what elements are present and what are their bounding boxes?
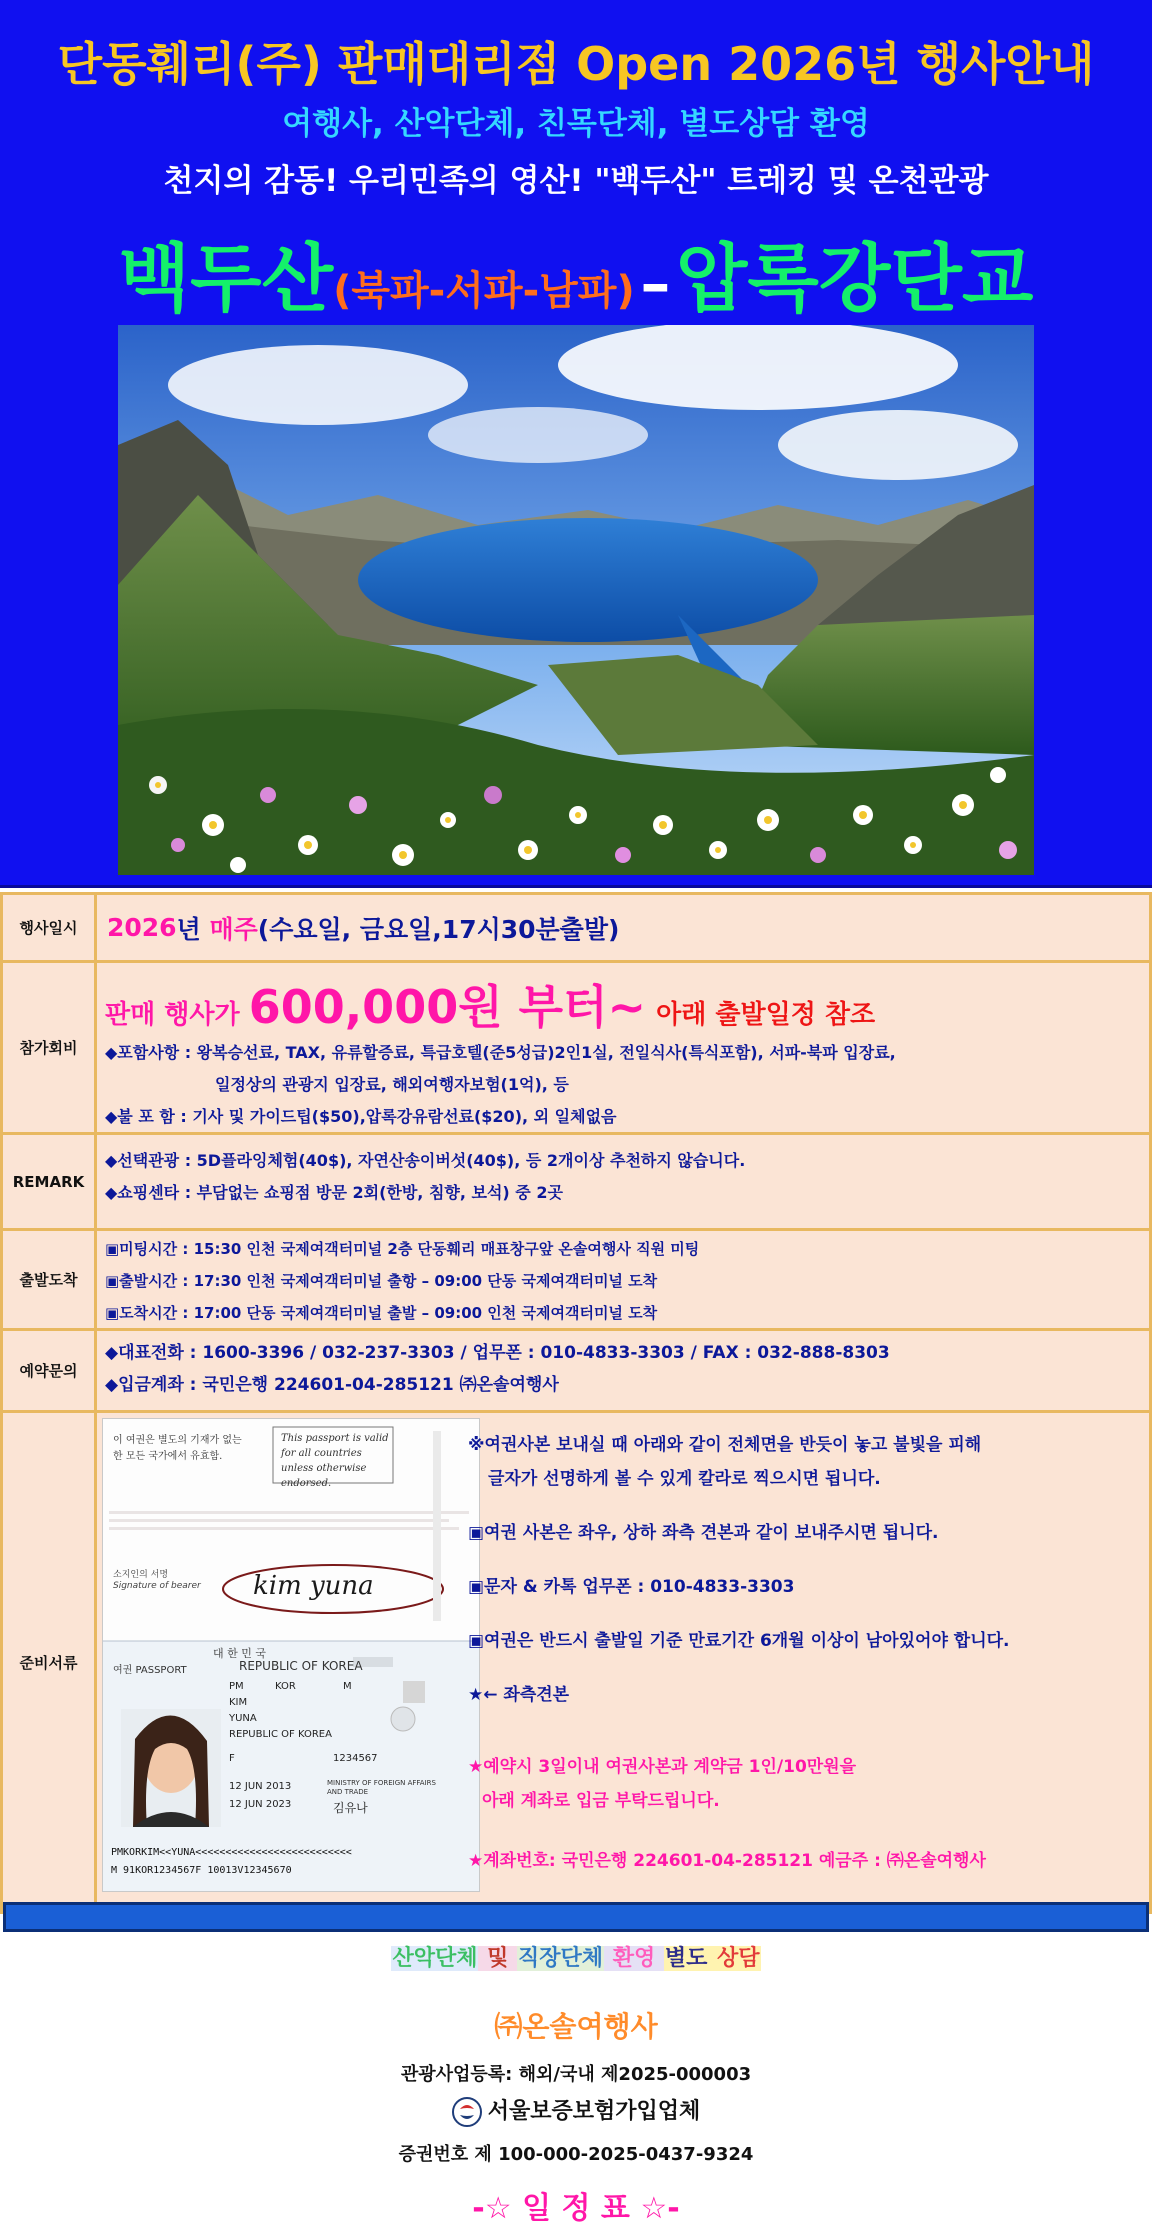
passport-type-code: PM (229, 1681, 244, 1692)
departure-time: ▣출발시간 : 17:30 인천 국제여객터미널 출항 – 09:00 단동 국제여객터미널 도착 (105, 1272, 658, 1290)
price-lead: 판매 행사가 (105, 1000, 249, 1030)
passport-notice-en: This passport is valid for all countries unless otherwise endorsed. (281, 1433, 389, 1489)
certificate-number: 증권번호 제 100-000-2025-0437-9324 (398, 2144, 754, 2165)
passport-issue-date: 12 JUN 2013 (229, 1781, 292, 1792)
passport-number: M (343, 1681, 352, 1692)
passport-country: REPUBLIC OF KOREA (239, 1659, 363, 1673)
doc-note-sample: ★← 좌측견본 (468, 1685, 570, 1705)
passport-sample-image (102, 1418, 480, 1892)
passport-surname: KIM (229, 1697, 248, 1708)
meeting-time: ▣미팅시간 : 15:30 인천 국제여객터미널 2층 단동훼리 매표창구앞 온솔여행사 직원 미팅 (105, 1240, 700, 1258)
shopping-center: ◆쇼핑센타 : 부담없는 쇼핑점 방문 2회(한방, 침향, 보석) 중 2곳 (105, 1183, 563, 1202)
company-name: ㈜온솔여행사 (494, 2010, 658, 2043)
page-title: 단동훼리(주) 판매대리점 Open 2026년 행사안내 (57, 37, 1095, 91)
passport-nationality: REPUBLIC OF KOREA (229, 1729, 332, 1740)
tagline: 천지의 감동! 우리민족의 영산! "백두산" 트레킹 및 온천관광 (163, 163, 989, 199)
tour-date-value (97, 895, 1149, 960)
chip-welcome: 환영 (605, 1946, 663, 1971)
price-value: 600,000원 부터~ (248, 980, 647, 1034)
doc-note-validity: ▣여권은 반드시 출발일 기준 만료기간 6개월 이상이 남아있어야 합니다. (468, 1631, 1010, 1651)
row-departure (3, 1231, 1149, 1331)
passport-signature: kim yuna (253, 1571, 374, 1601)
doc-note-deposit: ★예약시 3일이내 여권사본과 계약금 1인/10만원을 (468, 1757, 857, 1777)
doc-note-account: ★계좌번호: 국민은행 224601-04-285121 예금주 : ㈜온솔여행사 (468, 1851, 986, 1871)
passport-name-ko: 김유나 (333, 1801, 368, 1815)
tour-weekly: 매주 (209, 914, 258, 944)
passport-mrz-line-1: PMKORKIM<<YUNA<<<<<<<<<<<<<<<<<<<<<<<<<< (111, 1847, 352, 1858)
passport-given-name: YUNA (229, 1713, 257, 1724)
tour-year-suffix: 년 (176, 914, 201, 944)
doc-note-layout: ▣여권 사본은 좌우, 상하 좌측 견본과 같이 보내주시면 됩니다. (468, 1523, 939, 1543)
row-label: 행사일시 (3, 895, 97, 960)
chip-separate: 별도 (664, 1946, 708, 1971)
signature-label: 소지인의 서명 (113, 1570, 169, 1580)
arrival-time: ▣도착시간 : 17:00 단동 국제여객터미널 출발 – 09:00 인천 국제여객터미널 도착 (105, 1304, 658, 1322)
row-label: 준비서류 (3, 1413, 97, 1911)
chip-consult: 상담 (709, 1946, 760, 1971)
price-note: 아래 출발일정 참조 (656, 1000, 876, 1030)
passport-mrz-line-2: M 91KOR1234567F 10013V12345670 (111, 1865, 292, 1876)
row-label: 예약문의 (3, 1331, 97, 1410)
row-inquiry (3, 1331, 1149, 1413)
chip-and: 및 (479, 1946, 517, 1971)
tour-year: 2026 (107, 913, 177, 942)
heaven-lake-photo (118, 325, 1034, 875)
welcome-groups (0, 1941, 1152, 1972)
row-remark (3, 1135, 1149, 1231)
doc-note-photo-cont: 글자가 선명하게 볼 수 있게 칼라로 찍으시면 됩니다. (488, 1469, 881, 1489)
tour-weekdays: (수요일, 금요일,17시30분출발) (257, 914, 620, 944)
schedule-heading: -☆ 일 정 표 ☆- (472, 2191, 680, 2226)
row-label: 출발도착 (3, 1231, 97, 1328)
doc-note-photo: ※여권사본 보내실 때 아래와 같이 전체면을 반듯이 놓고 불빛을 피해 (468, 1435, 982, 1455)
route-dash: – (640, 249, 671, 319)
row-label: 참가회비 (3, 963, 97, 1132)
passport-sex: F (229, 1753, 235, 1764)
page-subtitle: 여행사, 산악단체, 친목단체, 별도상담 환영 (282, 106, 870, 142)
route-peaks: (북파-서파-남파) (333, 268, 635, 314)
signature-label-en: Signature of bearer (113, 1581, 201, 1591)
included-items: ◆포함사항 : 왕복승선료, TAX, 유류할증료, 특급호텔(준5성급)2인1실, 전일식사(특식포함), 서파-북파 입장료, (105, 1043, 896, 1062)
passport-country-code: KOR (275, 1681, 296, 1692)
price-headline (105, 971, 1141, 1037)
business-registration: 관광사업등록: 해외/국내 제2025-000003 (400, 2064, 752, 2085)
route-bridge: 압록강단교 (675, 236, 1034, 322)
insurance-text: 서울보증보험가입업체 (487, 2099, 701, 2124)
header-banner (0, 0, 1152, 888)
row-fee (3, 963, 1149, 1135)
chip-mountain: 산악단체 (392, 1946, 478, 1971)
excluded-items: ◆불 포 함 : 기사 및 가이드팁($50),압록강유람선료($20), 외 일체없음 (105, 1107, 617, 1126)
insurance-line (0, 2094, 1152, 2127)
row-label: REMARK (3, 1135, 97, 1228)
seoul-guarantee-logo-icon (452, 2097, 482, 2127)
chip-company: 직장단체 (518, 1946, 604, 1971)
route-heading (0, 220, 1152, 326)
passport-type: 여권 PASSPORT (113, 1665, 187, 1676)
passport-authority: MINISTRY OF FOREIGN AFFAIRS AND TRADE (327, 1779, 436, 1796)
passport-personal-no: 1234567 (333, 1753, 378, 1764)
row-tour-date (3, 895, 1149, 963)
contact-phone: ◆대표전화 : 1600-3396 / 032-237-3303 / 업무폰 : 010-4833-3303 / FAX : 032-888-8303 (105, 1343, 890, 1363)
bank-account: ◆입금계좌 : 국민은행 224601-04-285121 ㈜온솔여행사 (105, 1375, 559, 1395)
route-baekdu: 백두산 (118, 236, 334, 322)
optional-tour: ◆선택관광 : 5D플라잉체험(40$), 자연산송이버섯(40$), 등 2개이상 추천하지 않습니다. (105, 1151, 746, 1170)
doc-note-deposit-cont: 아래 계좌로 입금 부탁드립니다. (482, 1791, 720, 1811)
doc-note-contact: ▣문자 & 카톡 업무폰 : 010-4833-3303 (468, 1577, 795, 1597)
divider-bar (3, 1902, 1149, 1932)
passport-notice-ko: 이 여권은 별도의 기재가 없는 한 모든 국가에서 유효함. (113, 1435, 242, 1462)
passport-issuer: 대 한 민 국 (213, 1647, 266, 1660)
passport-expiry-date: 12 JUN 2023 (229, 1799, 292, 1810)
included-items-cont: 일정상의 관광지 입장료, 해외여행자보험(1억), 등 (215, 1075, 569, 1094)
